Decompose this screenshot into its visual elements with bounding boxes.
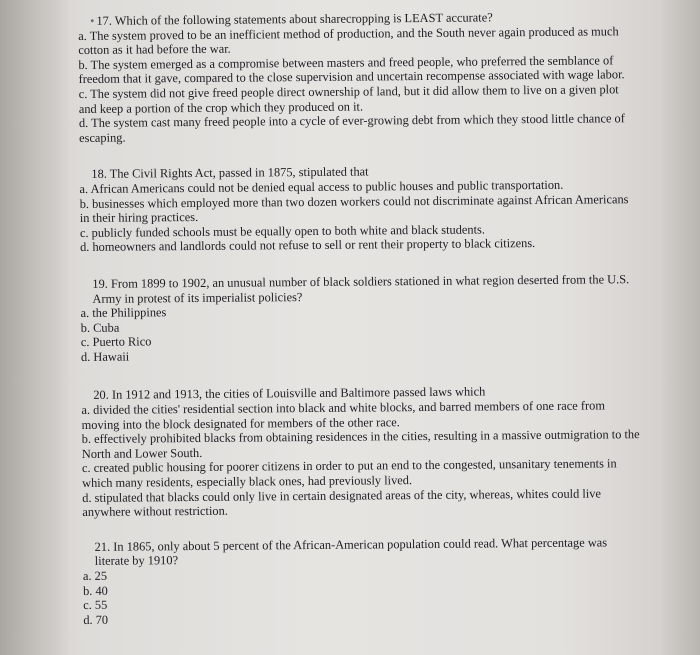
question-stem: 19. From 1899 to 1902, an unusual number of black soldiers stationed in what region deserted from the U.S. Army in protest of its imperialist policies? [92,272,630,306]
option-a: a. the Philippines [80,305,167,321]
worksheet-page [78,9,643,627]
question-stem: 18. The Civil Rights Act, passed in 1875, stipulated that [91,164,369,182]
bullet-mark: • [89,13,95,28]
question-19 [80,272,641,364]
question-stem: • 17. Which of the following statements about sharecropping is LEAST accurate? [89,10,493,28]
page-shadow-right [660,0,700,655]
question-18 [79,162,640,254]
option-d: d. The system cast many freed people into a cycle of ever-growing debt from which they stood little chance of escaping. [78,111,625,145]
option-a: a. African Americans could not be denied equal access to public houses and public transportation. [79,177,564,196]
option-b: b. Cuba [80,320,120,335]
option-b: b. The system emerged as a compromise between masters and freed people, who preferred the semblance of freedom that it gave, compared to the close supervision and uncertain recompense associated with wage labor. [78,53,625,87]
question-stem: 20. In 1912 and 1913, the cities of Louisville and Baltimore passed laws which [93,384,486,403]
question-20 [81,384,642,520]
option-b: b. effectively prohibited blacks from obtaining residences in the cities, resulting in a massive outmigration to the North and Lower South. [81,427,640,461]
option-c: c. created public housing for poorer citizens in order to put an end to the congested, unsanitary tenements in which many residents, especially black ones, had previously lived. [81,456,617,491]
option-d: d. homeowners and landlords could not refuse to sell or rent their property to black citizens. [79,236,536,255]
page-shadow-left [0,0,70,655]
option-c: c. 55 [83,597,108,613]
option-d: d. 70 [83,612,109,627]
option-a: a. divided the cities' residential section into black and white blocks, and barred members of one race from moving into the block designated for members of the other race. [81,398,605,432]
question-21 [83,535,644,627]
option-a: a. 25 [82,568,108,583]
option-a: a. The system proved to be an inefficient method of production, and the South never again produced as much cotton as it had before the war. [78,23,619,58]
option-c: c. The system did not give freed people direct ownership of land, but it did allow them to live on a given plot and keep a portion of the crop which they produced on it. [78,82,619,116]
option-c: c. publicly funded schools must be equally open to both white and black students. [79,222,485,240]
option-d: d. stipulated that blacks could only live in certain designated areas of the city, whereas, whites could live anywhere without restriction. [82,486,602,520]
option-c: c. Puerto Rico [80,334,152,350]
option-b: b. 40 [82,583,108,598]
option-b: b. businesses which employed more than two dozen workers could not discriminate against African Americans in their hiring practices. [79,191,629,226]
question-stem: 21. In 1865, only about 5 percent of the African-American population could read. What percentage was literate by 1910? [94,535,608,569]
question-17 [78,9,639,145]
option-d: d. Hawaii [80,349,130,364]
